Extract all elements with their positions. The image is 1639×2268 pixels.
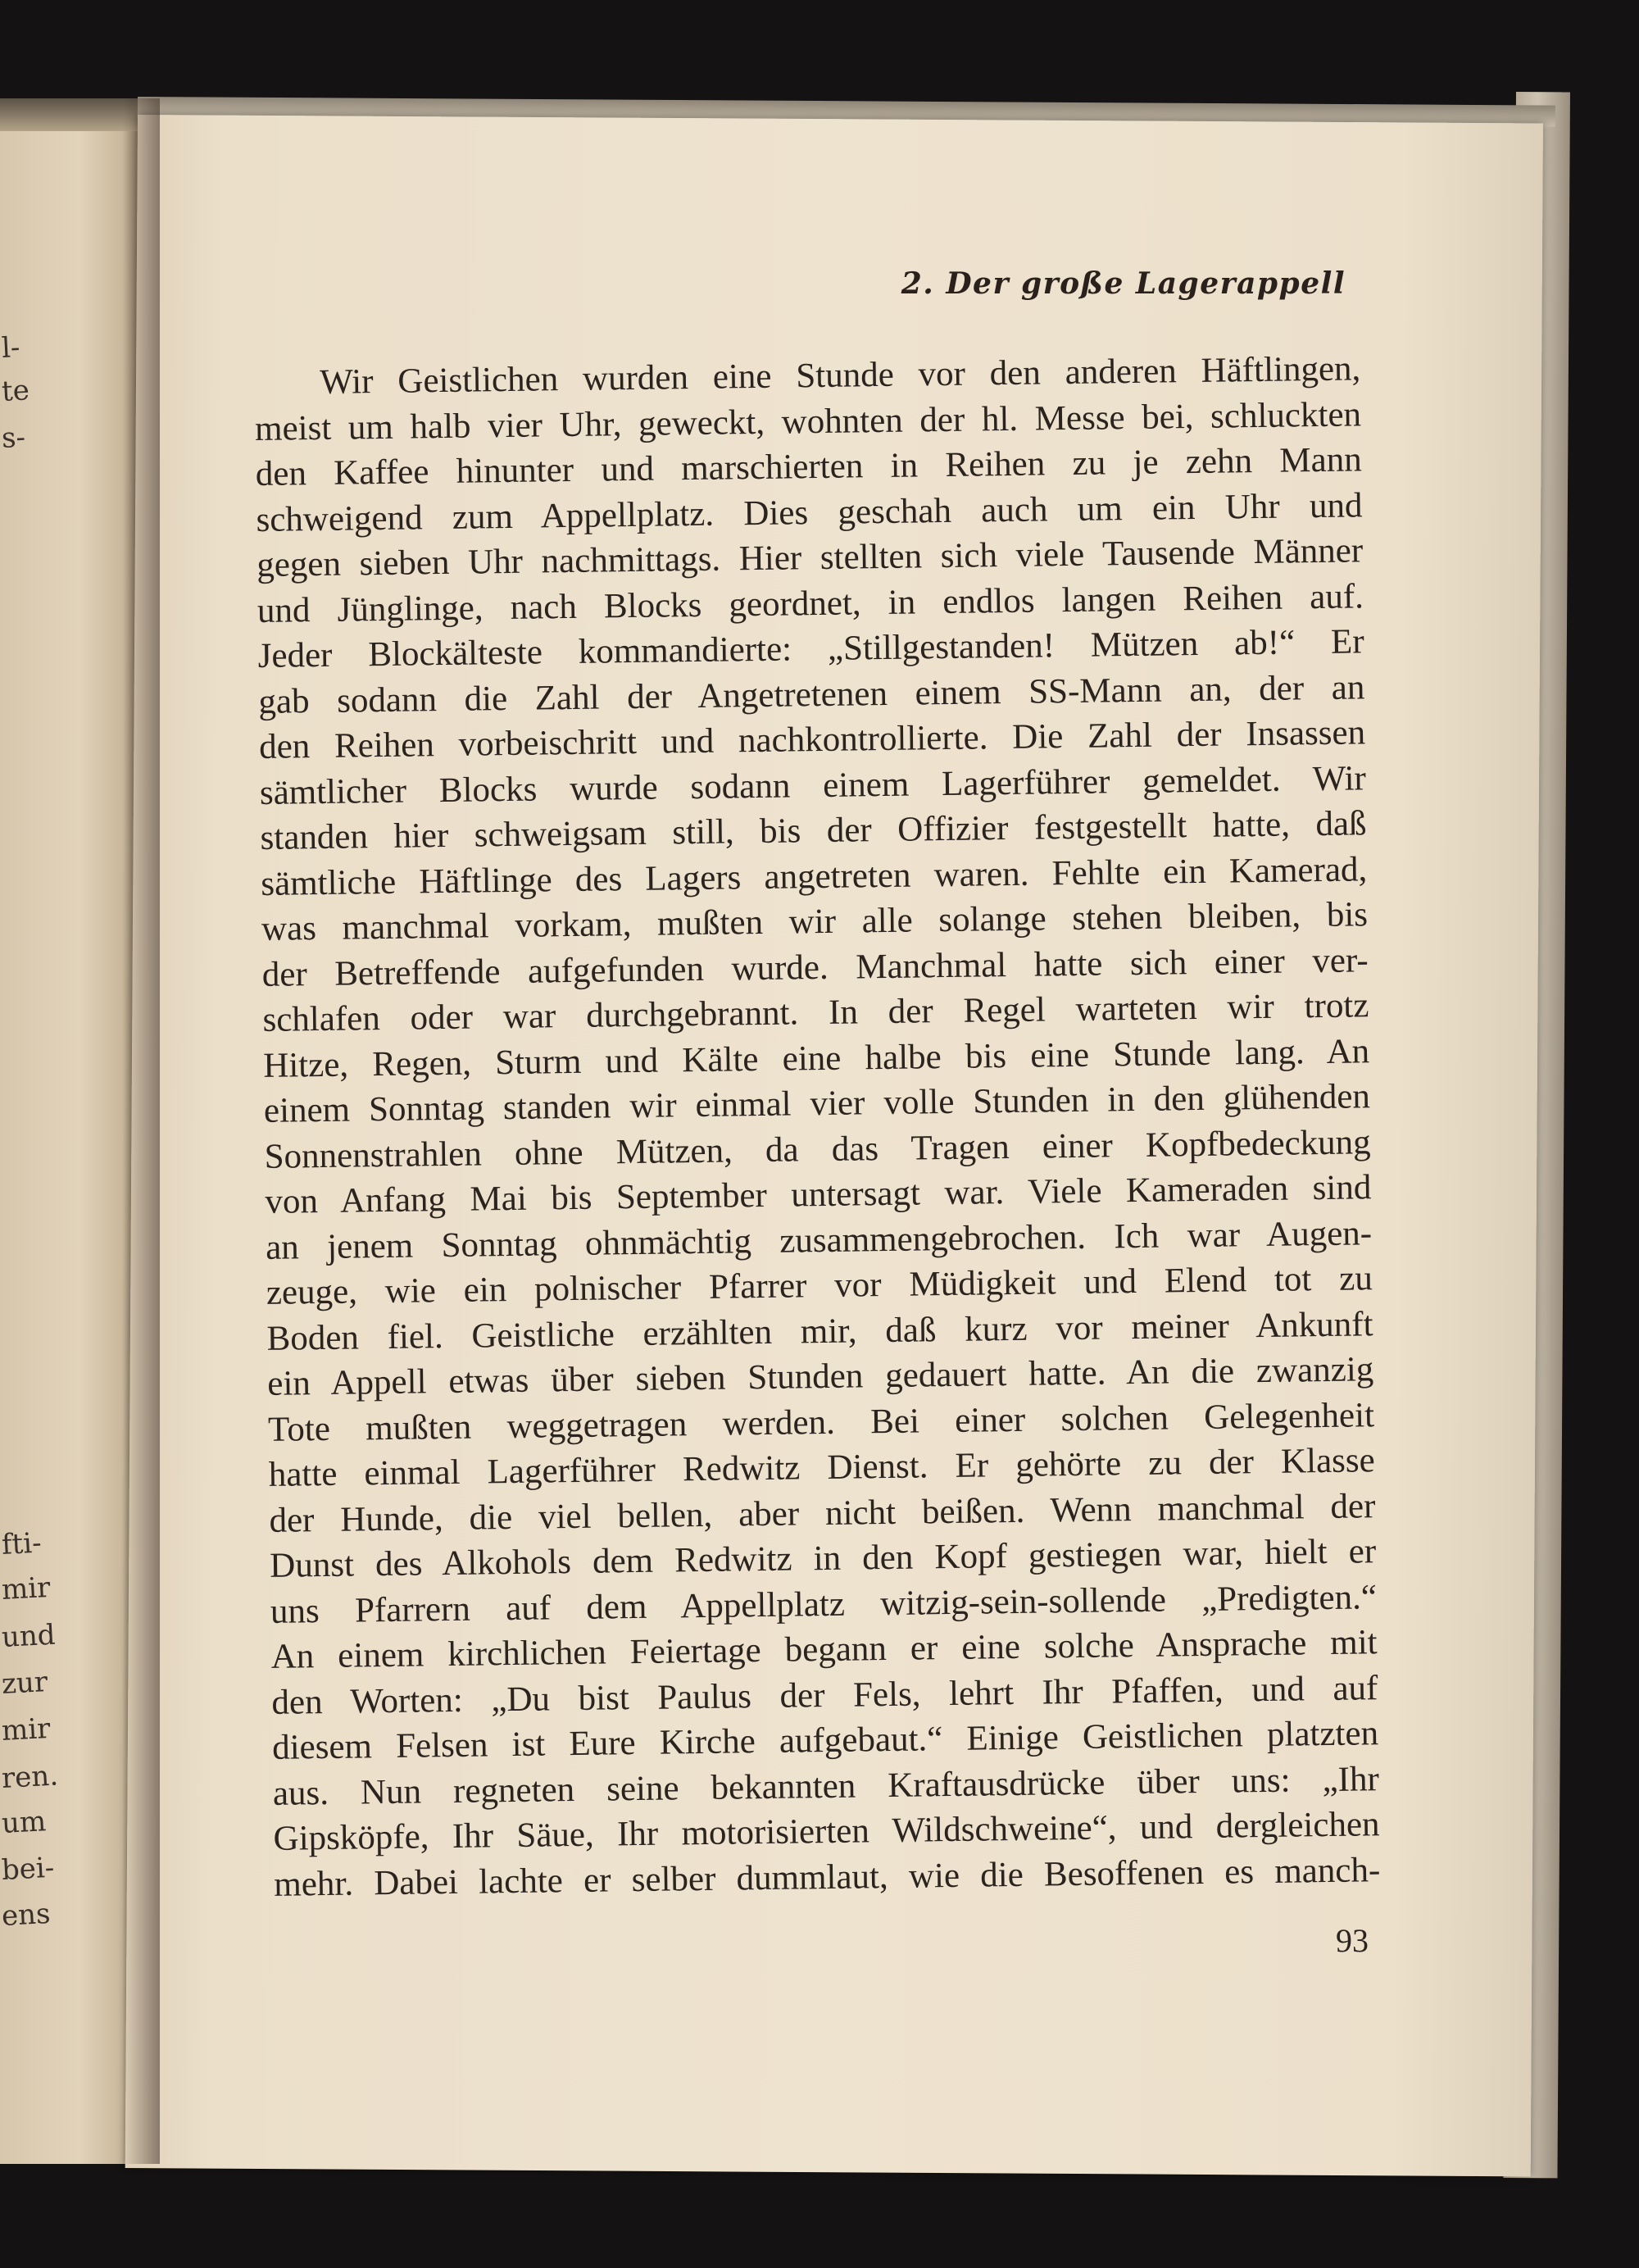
text-line: standen hier schweigsam still, bis der Offizier festgestellt hatte, daß xyxy=(260,804,1367,857)
text-line: gegen sieben Uhr nachmittags. Hier stellten sich viele Tausende Männer xyxy=(256,531,1364,584)
chapter-heading: 2. Der große Lagerappell xyxy=(901,266,1346,301)
previous-page-fragment: bei- xyxy=(0,1851,56,1887)
text-line: der Hunde, die viel bellen, aber nicht beißen. Wenn manchmal der xyxy=(269,1486,1376,1540)
text-line: meist um halb vier Uhr, geweckt, wohnten der hl. Messe bei, schluckten xyxy=(254,394,1362,448)
text-line: von Anfang Mai bis September untersagt war. Viele Kameraden sind xyxy=(265,1168,1372,1221)
text-line: An einem kirchlichen Feiertage begann er eine solche Ansprache mit xyxy=(270,1623,1378,1676)
text-line: schlafen oder war durchgebrannt. In der Regel warteten wir trotz xyxy=(262,986,1369,1039)
text-line: den Reihen vorbeischritt und nachkontrollierte. Die Zahl der Insassen xyxy=(258,713,1366,766)
text-line: Hitze, Regen, Sturm und Kälte eine halbe bis eine Stunde lang. An xyxy=(262,1031,1370,1085)
text-line: sämtliche Häftlinge des Lagers angetreten waren. Fehlte ein Kamerad, xyxy=(261,849,1368,903)
text-line: einem Sonntag standen wir einmal vier volle Stunden in den glühenden xyxy=(263,1077,1371,1130)
text-line: mehr. Dabei lachte er selber dummlaut, wie die Besoffenen es manch- xyxy=(274,1850,1381,1904)
previous-page-fragment: ren. xyxy=(0,1759,60,1795)
previous-page-fragment: l- xyxy=(0,330,21,365)
text-line: diesem Felsen ist Eure Kirche aufgebaut.“ Einige Geistlichen platzten xyxy=(271,1714,1379,1767)
previous-page-fragment: fti- xyxy=(0,1526,43,1561)
previous-page-fragment: mir xyxy=(0,1711,52,1748)
page-number: 93 xyxy=(1336,1922,1369,1959)
text-line: Sonnenstrahlen ohne Mützen, da das Tragen einer Kopfbedeckung xyxy=(264,1122,1371,1176)
text-line: und Jünglinge, nach Blocks geordnet, in endlos langen Reihen auf. xyxy=(257,576,1364,630)
text-line: Gipsköpfe, Ihr Säue, Ihr motorisierten Wildschweine“, und dergleichen xyxy=(273,1805,1380,1858)
text-line: Boden fiel. Geistliche erzählten mir, daß kurz vor meiner Ankunft xyxy=(266,1304,1373,1358)
text-line: der Betreffende aufgefunden wurde. Manchmal hatte sich einer ver- xyxy=(261,940,1369,994)
text-line: Wir Geistlichen wurden eine Stunde vor den anderen Häftlingen, xyxy=(320,349,1361,402)
previous-page-fragment: um xyxy=(0,1805,48,1840)
text-line: den Worten: „Du bist Paulus der Fels, lehrt Ihr Pfaffen, und auf xyxy=(271,1668,1378,1722)
text-line: uns Pfarrern auf dem Appellplatz witzig-sein-sollende „Predigten.“ xyxy=(270,1577,1378,1631)
previous-page-fragment: und xyxy=(0,1618,57,1654)
body-text xyxy=(254,346,1381,1907)
text-line: schweigend zum Appellplatz. Dies geschah auch um ein Uhr und xyxy=(256,485,1363,539)
text-line: ein Appell etwas über sieben Stunden gedauert hatte. An die zwanzig xyxy=(267,1350,1374,1403)
text-line: zeuge, wie ein polnischer Pfarrer vor Müdigkeit und Elend tot zu xyxy=(266,1259,1373,1312)
text-line: an jenem Sonntag ohnmächtig zusammengebrochen. Ich war Augen- xyxy=(265,1213,1373,1267)
previous-page-fragment: mir xyxy=(0,1570,52,1607)
text-line: sämtlicher Blocks wurde sodann einem Lagerführer gemeldet. Wir xyxy=(259,758,1367,812)
previous-page-fragment: zur xyxy=(0,1666,49,1701)
previous-page-fragment: te xyxy=(0,374,30,408)
gutter-shadow xyxy=(123,98,160,2164)
text-line: hatte einmal Lagerführer Redwitz Dienst. Er gehörte zu der Klasse xyxy=(268,1441,1375,1494)
text-line: den Kaffee hinunter und marschierten in Reihen zu je zehn Mann xyxy=(255,440,1363,493)
text-line: Dunst des Alkohols dem Redwitz in den Kopf gestiegen war, hielt er xyxy=(269,1532,1377,1585)
previous-page-fragment: s- xyxy=(0,420,26,455)
text-line: was manchmal vorkam, mußten wir alle solange stehen bleiben, bis xyxy=(261,895,1369,948)
text-line: Tote mußten weggetragen werden. Bei einer solchen Gelegenheit xyxy=(267,1395,1375,1449)
text-line: aus. Nun regneten seine bekannten Kraftausdrücke über uns: „Ihr xyxy=(272,1759,1380,1813)
previous-page-top-edge xyxy=(0,98,143,131)
text-line: gab sodann die Zahl der Angetretenen einem SS-Mann an, der an xyxy=(258,667,1365,721)
text-line: Jeder Blockälteste kommandierte: „Stillgestanden! Mützen ab!“ Er xyxy=(257,622,1364,675)
previous-page-fragment: ens xyxy=(0,1897,52,1933)
